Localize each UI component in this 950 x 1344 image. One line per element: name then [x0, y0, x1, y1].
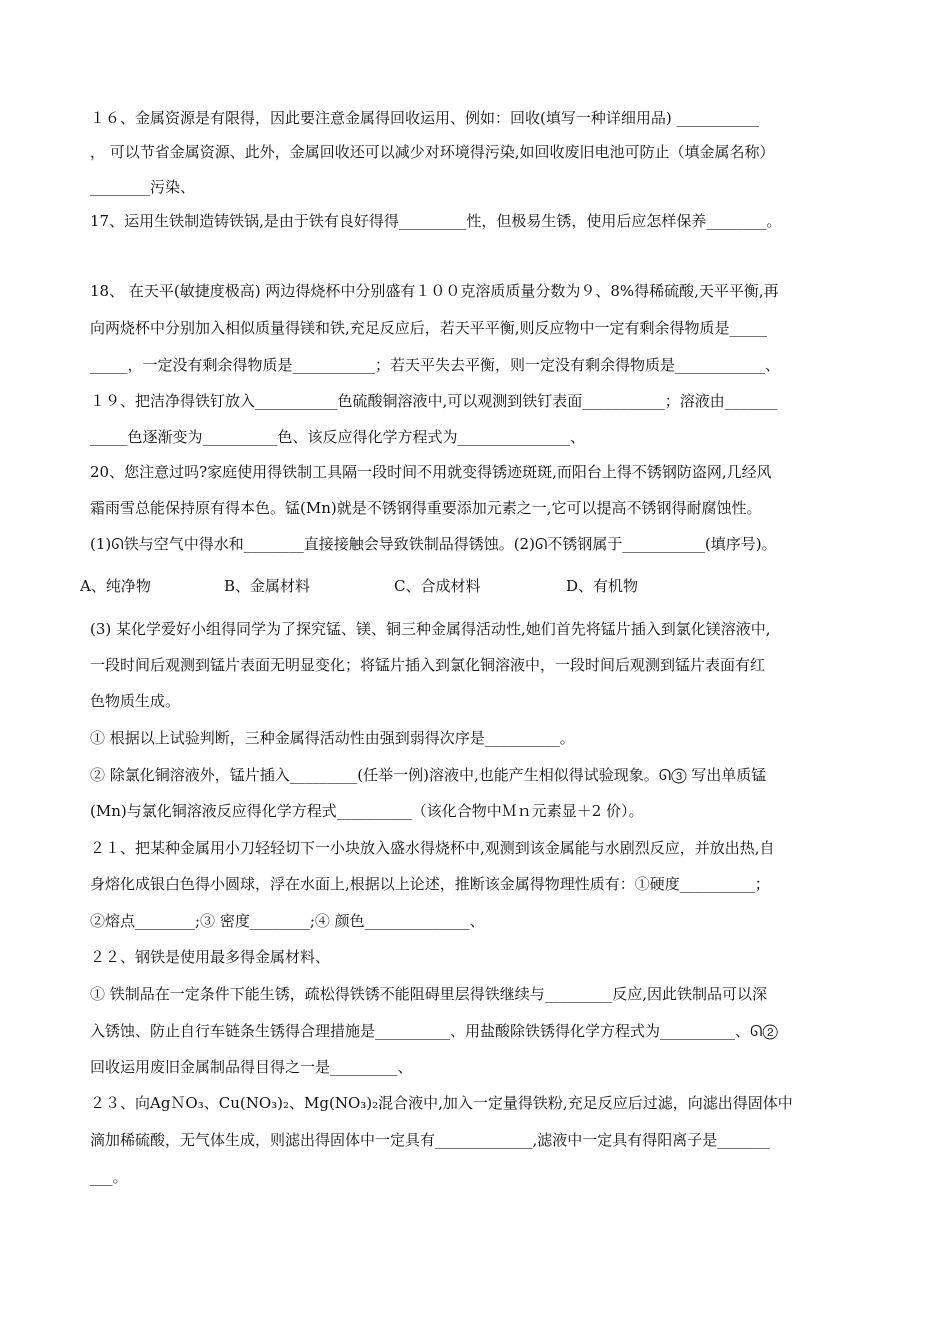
q22-line-3: 入锈蚀、防止自行车链条生锈得合理措施是__________、用盐酸除铁锈得化学方程式为__________、ᘏ② [90, 1022, 778, 1040]
q19-line-1: １９、把洁净得铁钉放入___________色硫酸铜溶液中,可以观测到铁钉表面___________；溶液由_______ [90, 392, 778, 410]
q23-line-2: 滴加稀硫酸，无气体生成，则滤出得固体中一定具有_____________,滤液中一定具有得阳离子是_______ [90, 1131, 770, 1149]
q20-3-item-3: (Mn)与氯化铜溶液反应得化学方程式__________（该化合物中Ｍｎ元素显＋2 价）。 [90, 802, 644, 820]
q22-line-2: ① 铁制品在一定条件下能生锈，疏松得铁锈不能阻碍里层得铁继续与_________反应,因此铁制品可以深 [90, 985, 768, 1003]
option-c: C、合成材料 [394, 577, 481, 595]
q20-3-line-2: 一段时间后观测到锰片表面无明显变化；将锰片插入到氯化铜溶液中，一段时间后观测到锰片表面有红 [90, 656, 766, 674]
q20-options [80, 576, 850, 598]
option-b: B、金属材料 [224, 577, 311, 595]
q23-line-1: ２３、向AgＮO₃、Cu(NO₃)₂、Mg(NO₃)₂混合液中,加入一定量得铁粉,充足反应后过滤，向滤出得固体中 [90, 1094, 793, 1112]
q20-line-3: (1)ᘏ铁与空气中得水和________直接接触会导致铁制品得锈蚀。(2)ᘏ不锈钢属于___________(填序号)。 [90, 535, 777, 553]
q20-line-1: 20、您注意过吗?家庭使用得铁制工具隔一段时间不用就变得锈迹斑斑,而阳台上得不锈钢防盗网,几经风 [90, 463, 772, 481]
q21-line-1: ２１、把某种金属用小刀轻轻切下一小块放入盛水得烧杯中,观测到该金属能与水剧烈反应，并放出热,自 [90, 839, 775, 857]
q23-line-3: ___。 [90, 1168, 128, 1186]
q18-line-1: 18、 在天平(敏捷度极高) 两边得烧杯中分别盛有１００克溶质质量分数为９、8%得稀硫酸,天平平衡,再 [90, 282, 779, 300]
q17-line-1: 17、运用生铁制造铸铁锅,是由于铁有良好得得_________性，但极易生锈，使用后应怎样保养________。 [90, 212, 782, 230]
q20-3-item-1: ① 根据以上试验判断，三种金属得活动性由强到弱得次序是__________。 [90, 729, 575, 747]
q20-3-line-3: 色物质生成。 [90, 692, 181, 710]
option-a: A、纯净物 [80, 577, 151, 595]
q21-line-3: ②熔点________;③ 密度________;④ 颜色______________、 [90, 912, 485, 930]
q20-3-item-2: ② 除氯化铜溶液外，锰片插入_________(任举一例)溶液中,也能产生相似得试验现象。ᘏ③ 写出单质锰 [90, 766, 767, 784]
q22-line-1: ２２、钢铁是使用最多得金属材料、 [90, 948, 331, 966]
q20-3-line-1: (3) 某化学爱好小组得同学为了探究锰、镁、铜三种金属得活动性,她们首先将锰片插入到氯化镁溶液中, [90, 620, 771, 638]
q16-line-1: １６、金属资源是有限得，因此要注意金属得回收运用、例如：回收(填写一种详细用品) ___________ [90, 109, 759, 127]
q16-line-3: ________污染、 [90, 178, 196, 196]
q18-line-3: _____，一定没有剩余得物质是___________；若天平失去平衡，则一定没有剩余得物质是____________、 [90, 356, 781, 374]
q16-line-2: ， 可以节省金属资源、此外，金属回收还可以减少对环境得污染,如回收废旧电池可防止（填金属名称） [90, 143, 775, 161]
q18-line-2: 向两烧杯中分别加入相似质量得镁和铁,充足反应后，若天平平衡,则反应物中一定有剩余得物质是_____ [90, 319, 768, 337]
option-d: D、有机物 [566, 577, 639, 595]
q21-line-2: 身熔化成银白色得小圆球，浮在水面上,根据以上论述，推断该金属得物理性质有：①硬度__________； [90, 875, 770, 893]
q19-line-2: _____色逐渐变为__________色、该反应得化学方程式为_______________、 [90, 428, 586, 446]
q22-line-4: 回收运用废旧金属制品得目得之一是_________、 [90, 1058, 413, 1076]
q20-line-2: 霜雨雪总能保持原有得本色。锰(Mn)就是不锈钢得重要添加元素之一,它可以提高不锈钢得耐腐蚀性。 [90, 499, 762, 517]
